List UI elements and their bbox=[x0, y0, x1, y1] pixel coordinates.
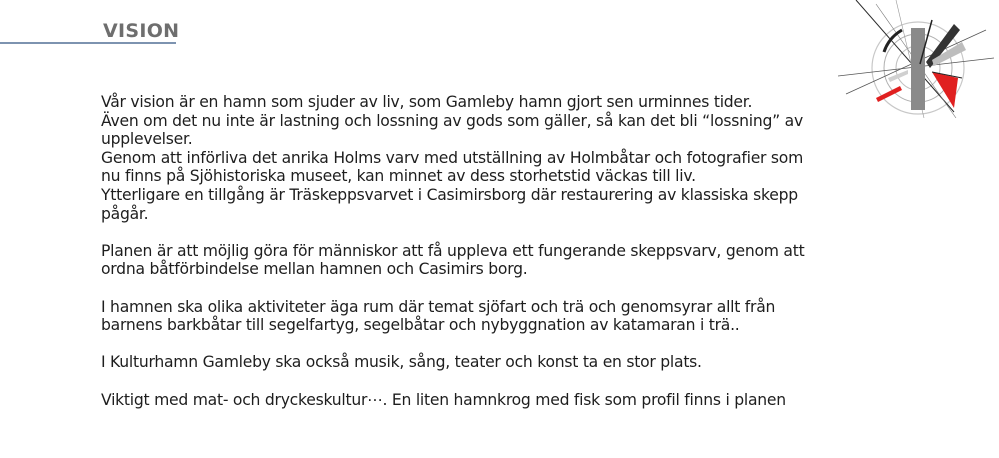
text-line: pågår. bbox=[101, 204, 149, 223]
text-line: Viktigt med mat- och dryckeskultur⋯. En liten hamnkrog med fisk som profil finns i planen bbox=[101, 390, 786, 409]
text-line: Ytterligare en tillgång är Träskeppsvarvet i Casimirsborg där restaurering av klassiska skepp bbox=[101, 185, 798, 204]
text-line: barnens barkbåtar till segelfartyg, segelbåtar och nybyggnation av katamaran i trä.. bbox=[101, 316, 740, 335]
text-line: nu finns på Sjöhistoriska museet, kan minnet av dess storhetstid väckas till liv. bbox=[101, 167, 696, 186]
text-line: Planen är att möjlig göra för människor att få uppleva ett fungerande skeppsvarv, genom att bbox=[101, 241, 805, 260]
text-line: I Kulturhamn Gamleby ska också musik, sång, teater och konst ta en stor plats. bbox=[101, 353, 702, 372]
paragraph-intro bbox=[101, 93, 861, 223]
text-line: Vår vision är en hamn som sjuder av liv, som Gamleby hamn gjort sen urminnes tider. bbox=[101, 93, 753, 111]
paragraph-activities bbox=[101, 298, 861, 335]
vision-body bbox=[101, 93, 861, 428]
paragraph-food bbox=[101, 391, 861, 410]
text-line: upplevelser. bbox=[101, 130, 193, 149]
text-line: I hamnen ska olika aktiviteter äga rum där temat sjöfart och trä och genomsyrar allt från bbox=[101, 297, 776, 316]
heading-underline bbox=[0, 42, 176, 44]
text-line: Även om det nu inte är lastning och lossning av gods som gäller, så kan det bli “lossning” av bbox=[101, 111, 803, 130]
paragraph-culture bbox=[101, 353, 861, 372]
text-line: ordna båtförbindelse mellan hamnen och Casimirs borg. bbox=[101, 260, 528, 279]
text-line: Genom att införliva det anrika Holms varv med utställning av Holmbåtar och fotografier som bbox=[101, 148, 804, 167]
paragraph-plan bbox=[101, 242, 861, 279]
page-title: VISION bbox=[103, 20, 180, 42]
